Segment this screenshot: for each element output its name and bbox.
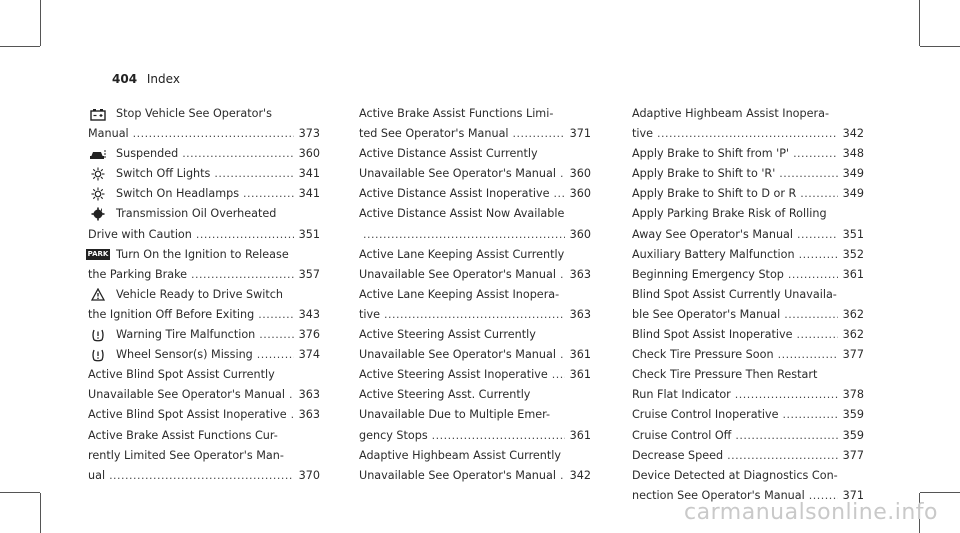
index-entry-continuation	[88, 124, 320, 144]
watermark: carmanualsonline.info	[684, 500, 938, 525]
page-reference: 363	[569, 307, 591, 321]
page-reference: 360	[298, 147, 320, 161]
page-reference: 351	[298, 227, 320, 241]
index-entry-continuation	[632, 124, 864, 144]
entry-text: Active Lane Keeping Assist Inopera-	[359, 287, 560, 301]
index-entry-continuation	[359, 164, 591, 184]
index-entry	[88, 164, 320, 184]
entry-text: Cruise Control Off	[632, 428, 732, 442]
crop-mark	[0, 46, 40, 47]
page-reference: 362	[842, 328, 864, 342]
page-reference: 371	[842, 488, 864, 502]
crop-mark	[920, 46, 960, 47]
dot-leader	[257, 345, 294, 365]
dot-leader	[191, 265, 294, 285]
entry-text: Apply Brake to Shift to 'R'	[632, 167, 776, 181]
section-title: Index	[146, 72, 180, 86]
index-entry	[359, 144, 591, 164]
index-entry	[88, 104, 320, 124]
entry-text: Switch Off Lights	[116, 167, 211, 181]
entry-text: Adaptive Highbeam Assist Currently	[359, 448, 562, 462]
page-reference: 361	[842, 267, 864, 281]
entry-text: Active Distance Assist Currently	[359, 147, 538, 161]
dot-leader	[552, 365, 565, 385]
crop-mark	[40, 493, 41, 533]
index-entry	[632, 285, 864, 305]
index-entry	[359, 285, 591, 305]
entry-text: Active Steering Assist Currently	[359, 328, 536, 342]
crop-mark	[40, 0, 41, 46]
page-reference: 342	[842, 127, 864, 141]
dot-leader	[800, 184, 838, 204]
index-entry	[632, 184, 864, 204]
index-entry	[88, 426, 320, 446]
page-reference: 359	[842, 408, 864, 422]
entry-text: tive	[632, 127, 653, 141]
dot-leader	[243, 184, 294, 204]
dot-leader	[384, 305, 565, 325]
dot-leader	[259, 325, 294, 345]
index-entry	[359, 204, 591, 224]
entry-text: ble See Operator's Manual	[632, 307, 781, 321]
entry-text: Active Lane Keeping Assist Currently	[359, 247, 565, 261]
index-entry-continuation	[88, 385, 320, 405]
entry-text: Active Distance Assist Now Available	[359, 207, 565, 221]
entry-text: Unavailable See Operator's Manual	[359, 468, 556, 482]
dot-leader	[779, 164, 838, 184]
entry-text: tive	[359, 307, 380, 321]
entry-text: Active Brake Assist Functions Cur-	[88, 428, 278, 442]
page-reference: 373	[298, 127, 320, 141]
index-entry	[632, 405, 864, 425]
entry-text: Apply Brake to Shift to D or R	[632, 187, 797, 201]
entry-text: Auxiliary Battery Malfunction	[632, 247, 795, 261]
page-reference: 374	[298, 348, 320, 362]
index-entry	[632, 365, 864, 385]
entry-text: ted See Operator's Manual	[359, 127, 509, 141]
crop-mark	[919, 0, 920, 46]
index-column-2	[359, 104, 591, 486]
index-entry	[632, 164, 864, 184]
page-reference: 363	[298, 388, 320, 402]
index-entry	[632, 204, 864, 224]
entry-text: Check Tire Pressure Then Restart	[632, 368, 818, 382]
light-bulb-icon	[88, 166, 108, 182]
entry-text: Suspended	[116, 147, 179, 161]
entry-text: Active Blind Spot Assist Inoperative	[88, 408, 287, 422]
index-entry	[88, 405, 320, 425]
entry-text: Vehicle Ready to Drive Switch	[116, 287, 284, 301]
dot-leader	[513, 124, 565, 144]
page-reference: 361	[569, 348, 591, 362]
entry-text: Turn On the Ignition to Release	[116, 247, 289, 261]
entry-text: Manual	[88, 127, 129, 141]
light-bulb-icon	[88, 186, 108, 202]
dot-leader	[214, 164, 294, 184]
entry-text: Warning Tire Malfunction	[116, 328, 256, 342]
index-entry	[359, 184, 591, 204]
entry-text: ual	[88, 468, 106, 482]
dot-leader	[735, 426, 838, 446]
page-number: 404	[112, 72, 138, 86]
index-entry	[88, 345, 320, 365]
page-reference: 361	[569, 428, 591, 442]
index-entry	[359, 245, 591, 265]
index-entry	[359, 365, 591, 385]
dot-leader	[727, 446, 838, 466]
dot-leader	[109, 466, 294, 486]
park-icon	[88, 247, 108, 263]
dot-leader	[289, 385, 294, 405]
dot-leader	[182, 144, 294, 164]
entry-text: Blind Spot Assist Inoperative	[632, 328, 793, 342]
page-reference: 343	[298, 307, 320, 321]
index-entry	[632, 325, 864, 345]
tire-pressure-icon	[88, 347, 108, 363]
page-reference: 360	[569, 227, 591, 241]
dot-leader	[788, 265, 838, 285]
dot-leader	[735, 385, 838, 405]
index-entry	[88, 184, 320, 204]
dot-leader	[657, 124, 838, 144]
page-reference: 361	[569, 368, 591, 382]
entry-text: rently Limited See Operator's Man-	[88, 448, 284, 462]
entry-text: Drive with Caution	[88, 227, 192, 241]
warning-triangle-icon	[88, 287, 108, 303]
index-entry	[88, 144, 320, 164]
dot-leader	[560, 466, 565, 486]
dot-leader	[133, 124, 294, 144]
dot-leader	[432, 426, 565, 446]
dot-leader	[797, 225, 838, 245]
entry-text: Switch On Headlamps	[116, 187, 240, 201]
index-entry-continuation	[88, 225, 320, 245]
entry-text: nection See Operator's Manual	[632, 488, 805, 502]
crop-mark	[0, 492, 40, 493]
page-reference: 342	[569, 468, 591, 482]
dot-leader	[778, 345, 838, 365]
index-column-3	[632, 104, 864, 506]
index-entry-continuation	[359, 124, 591, 144]
page-reference: 348	[842, 147, 864, 161]
dot-leader	[560, 345, 565, 365]
dot-leader	[196, 225, 294, 245]
entry-text: Active Distance Assist Inoperative	[359, 187, 550, 201]
index-entry-continuation	[88, 446, 320, 466]
index-entry	[88, 285, 320, 305]
tire-pressure-icon	[88, 327, 108, 343]
dot-leader	[291, 405, 294, 425]
page-reference: 349	[842, 187, 864, 201]
index-entry-continuation	[88, 265, 320, 285]
page-reference: 371	[569, 127, 591, 141]
page-reference: 376	[298, 328, 320, 342]
page-reference: 362	[842, 307, 864, 321]
index-entry	[88, 365, 320, 385]
dot-leader	[783, 405, 838, 425]
dot-leader	[554, 184, 566, 204]
dot-leader	[560, 265, 565, 285]
index-entry-continuation	[359, 345, 591, 365]
page-reference: 341	[298, 167, 320, 181]
index-column-1	[88, 104, 320, 486]
entry-text: Active Steering Asst. Currently	[359, 388, 531, 402]
page-reference: 377	[842, 448, 864, 462]
page-reference: 349	[842, 167, 864, 181]
index-entry	[632, 245, 864, 265]
index-entry-continuation	[632, 385, 864, 405]
entry-text: Apply Parking Brake Risk of Rolling	[632, 207, 827, 221]
index-entry-continuation	[88, 305, 320, 325]
page-reference: 357	[298, 267, 320, 281]
car-distance-icon	[88, 146, 108, 162]
entry-text: the Parking Brake	[88, 267, 188, 281]
index-entry	[359, 104, 591, 124]
index-entry	[359, 446, 591, 466]
index-entry	[359, 385, 591, 405]
entry-text: Run Flat Indicator	[632, 388, 731, 402]
entry-text: Unavailable See Operator's Manual	[359, 348, 556, 362]
entry-text: Unavailable See Operator's Manual	[359, 267, 556, 281]
index-entry-continuation	[359, 265, 591, 285]
dot-leader	[258, 305, 294, 325]
index-entry-continuation	[632, 225, 864, 245]
dot-leader	[560, 164, 565, 184]
page-reference: 378	[842, 388, 864, 402]
index-entry	[88, 325, 320, 345]
page-reference: 363	[569, 267, 591, 281]
entry-text: the Ignition Off Before Exiting	[88, 307, 255, 321]
index-entry	[632, 345, 864, 365]
entry-text: Unavailable Due to Multiple Emer-	[359, 408, 551, 422]
index-entry-continuation	[359, 426, 591, 446]
page-reference: 370	[298, 468, 320, 482]
index-entry	[632, 144, 864, 164]
index-entry	[632, 426, 864, 446]
page-header	[112, 72, 180, 86]
entry-text: Stop Vehicle See Operator's	[116, 107, 272, 120]
entry-text: Away See Operator's Manual	[632, 227, 793, 241]
dot-leader	[797, 325, 839, 345]
transmission-oil-icon	[88, 206, 108, 222]
entry-text: Active Blind Spot Assist Currently	[88, 368, 275, 382]
dot-leader	[793, 144, 838, 164]
entry-text: Wheel Sensor(s) Missing	[116, 348, 253, 362]
dot-leader	[363, 225, 565, 245]
battery-icon	[88, 106, 108, 122]
entry-text: Beginning Emergency Stop	[632, 267, 784, 281]
entry-text: Transmission Oil Overheated	[116, 207, 277, 221]
index-entry	[88, 245, 320, 265]
index-entry	[359, 325, 591, 345]
entry-text: Cruise Control Inoperative	[632, 408, 779, 422]
index-entry-continuation	[359, 405, 591, 425]
entry-text: Check Tire Pressure Soon	[632, 348, 774, 362]
index-entry-continuation	[88, 466, 320, 486]
index-entry	[632, 265, 864, 285]
dot-leader	[784, 305, 838, 325]
entry-text: Unavailable See Operator's Manual	[359, 167, 556, 181]
dot-leader	[799, 245, 838, 265]
index-entry-continuation	[632, 305, 864, 325]
entry-text: Adaptive Highbeam Assist Inopera-	[632, 107, 829, 120]
entry-text: gency Stops	[359, 428, 428, 442]
index-entry	[632, 104, 864, 124]
index-entry-continuation	[359, 466, 591, 486]
entry-text: Active Steering Assist Inoperative	[359, 368, 548, 382]
entry-text: Decrease Speed	[632, 448, 724, 462]
page-reference: 352	[842, 247, 864, 261]
entry-text: Unavailable See Operator's Manual	[88, 388, 285, 402]
entry-text: Apply Brake to Shift from 'P'	[632, 147, 790, 161]
page-reference: 351	[842, 227, 864, 241]
entry-text: Device Detected at Diagnostics Con-	[632, 468, 838, 482]
crop-mark	[920, 492, 960, 493]
index-entry	[632, 446, 864, 466]
page-reference: 341	[298, 187, 320, 201]
index-entry	[632, 466, 864, 486]
page-reference: 359	[842, 428, 864, 442]
page-reference: 360	[569, 167, 591, 181]
entry-text: Blind Spot Assist Currently Unavaila-	[632, 287, 837, 301]
index-entry-continuation	[359, 305, 591, 325]
index-entry-continuation	[359, 225, 591, 245]
page-reference: 360	[569, 187, 591, 201]
page-reference: 377	[842, 348, 864, 362]
page-reference: 363	[298, 408, 320, 422]
park-icon-label: PARK	[87, 250, 109, 259]
entry-text: Active Brake Assist Functions Limi-	[359, 107, 554, 120]
index-entry	[88, 204, 320, 224]
